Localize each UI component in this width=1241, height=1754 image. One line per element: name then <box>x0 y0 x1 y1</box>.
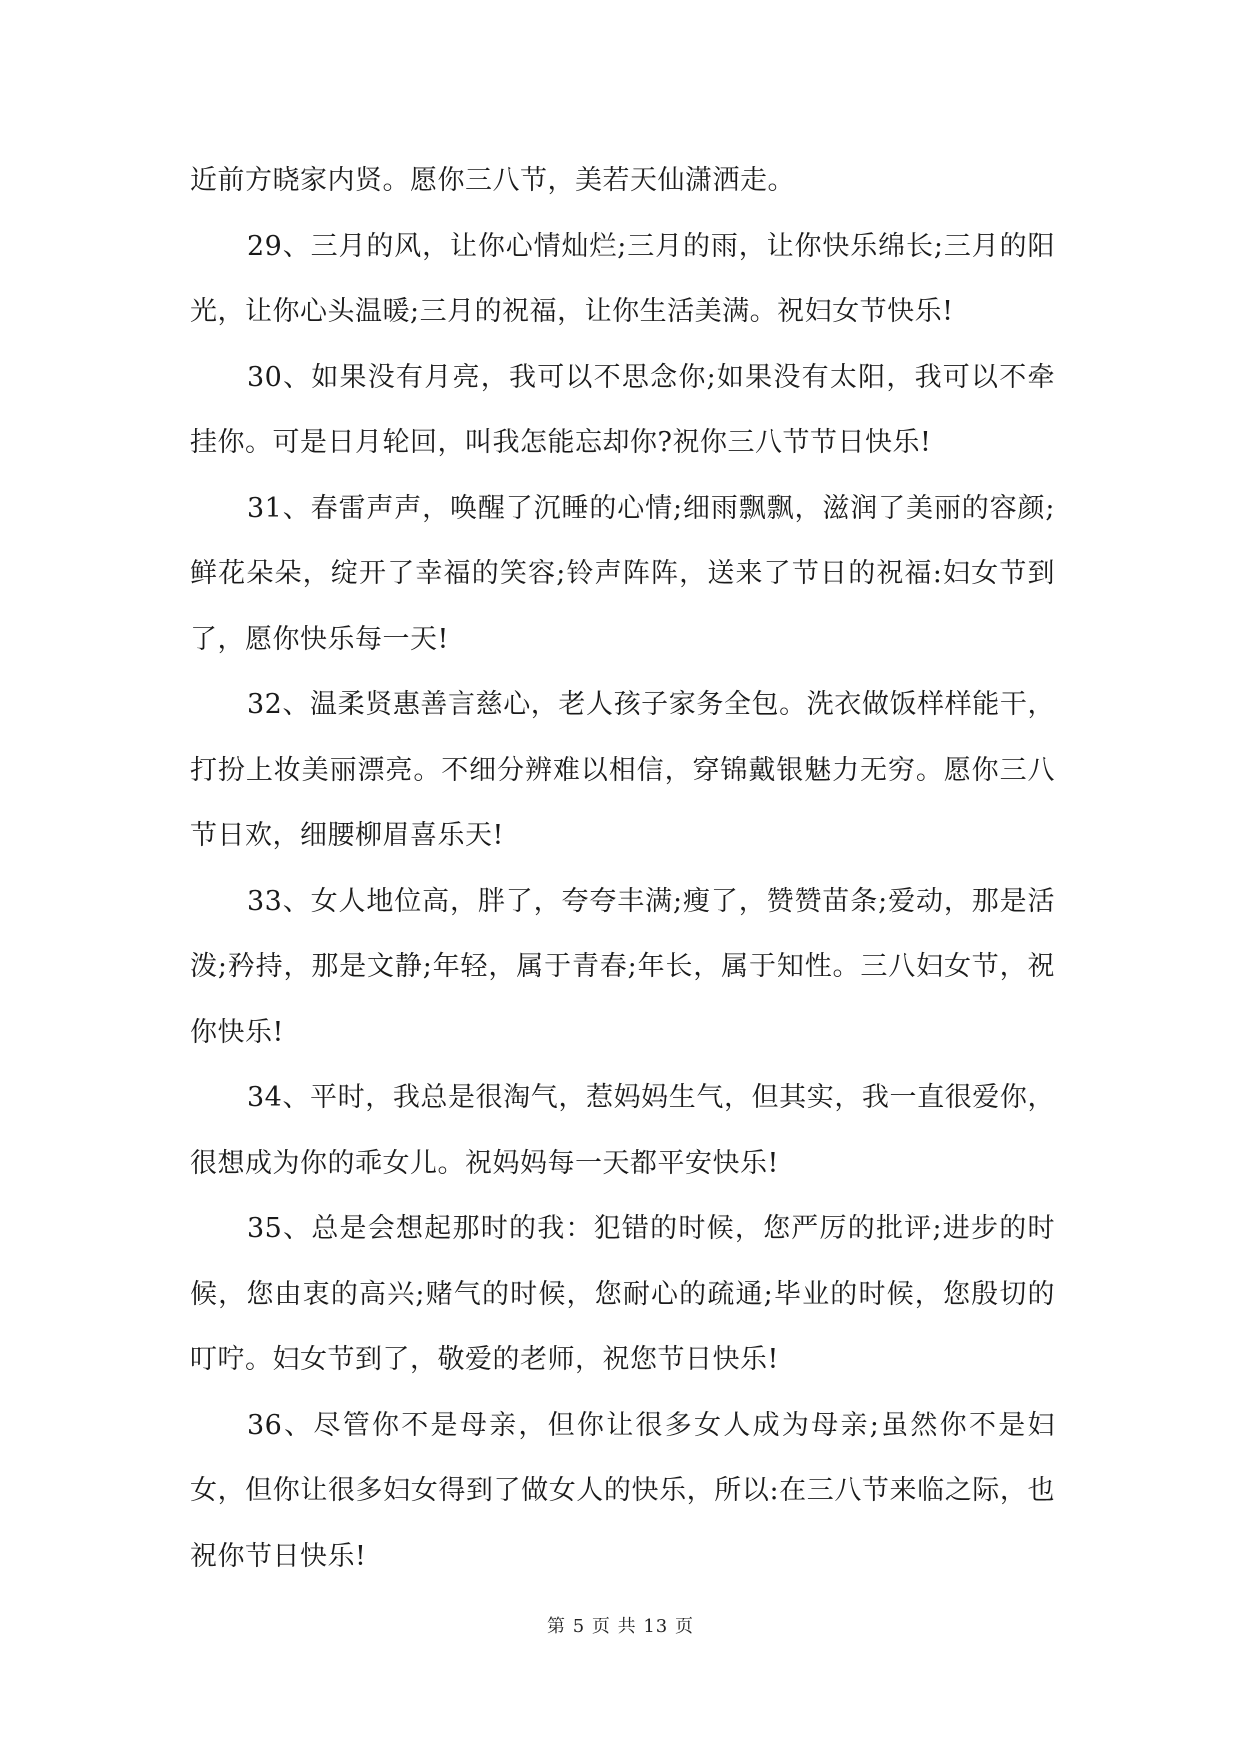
paragraph-31: 31、春雷声声，唤醒了沉睡的心情;细雨飘飘，滋润了美丽的容颜;鲜花朵朵，绽开了幸福的笑容;铃声阵阵，送来了节日的祝福:妇女节到了，愿你快乐每一天! <box>190 492 1055 655</box>
page-number-label: 第 5 页 共 13 页 <box>547 1616 694 1637</box>
paragraph-33: 33、女人地位高，胖了，夸夸丰满;瘦了，赞赞苗条;爱动，那是活泼;矜持，那是文静;年轻，属于青春;年长，属于知性。三八妇女节，祝你快乐! <box>190 885 1055 1048</box>
paragraph-35: 35、总是会想起那时的我：犯错的时候，您严厉的批评;进步的时候，您由衷的高兴;赌气的时候，您耐心的疏通;毕业的时候，您殷切的叮咛。妇女节到了，敬爱的老师，祝您节日快乐! <box>190 1213 1055 1375</box>
paragraph-32: 32、温柔贤惠善言慈心，老人孩子家务全包。洗衣做饭样样能干，打扮上妆美丽漂亮。不细分辨难以相信，穿锦戴银魅力无穷。愿你三八节日欢，细腰柳眉喜乐天! <box>190 689 1055 851</box>
page-footer <box>0 1612 1241 1638</box>
paragraph-36: 36、尽管你不是母亲，但你让很多女人成为母亲;虽然你不是妇女，但你让很多妇女得到了做女人的快乐，所以:在三八节来临之际，也祝你节日快乐! <box>190 1409 1055 1572</box>
document-body <box>190 148 1055 1589</box>
paragraph-continued: 近前方晓家内贤。愿你三八节，美若天仙潇洒走。 <box>190 165 795 196</box>
paragraph-29: 29、三月的风，让你心情灿烂;三月的雨，让你快乐绵长;三月的阳光，让你心头温暖;三月的祝福，让你生活美满。祝妇女节快乐! <box>190 230 1055 327</box>
paragraph-30: 30、如果没有月亮，我可以不思念你;如果没有太阳，我可以不牵挂你。可是日月轮回，叫我怎能忘却你?祝你三八节节日快乐! <box>190 361 1055 458</box>
paragraph-34: 34、平时，我总是很淘气，惹妈妈生气，但其实，我一直很爱你，很想成为你的乖女儿。祝妈妈每一天都平安快乐! <box>190 1082 1055 1179</box>
